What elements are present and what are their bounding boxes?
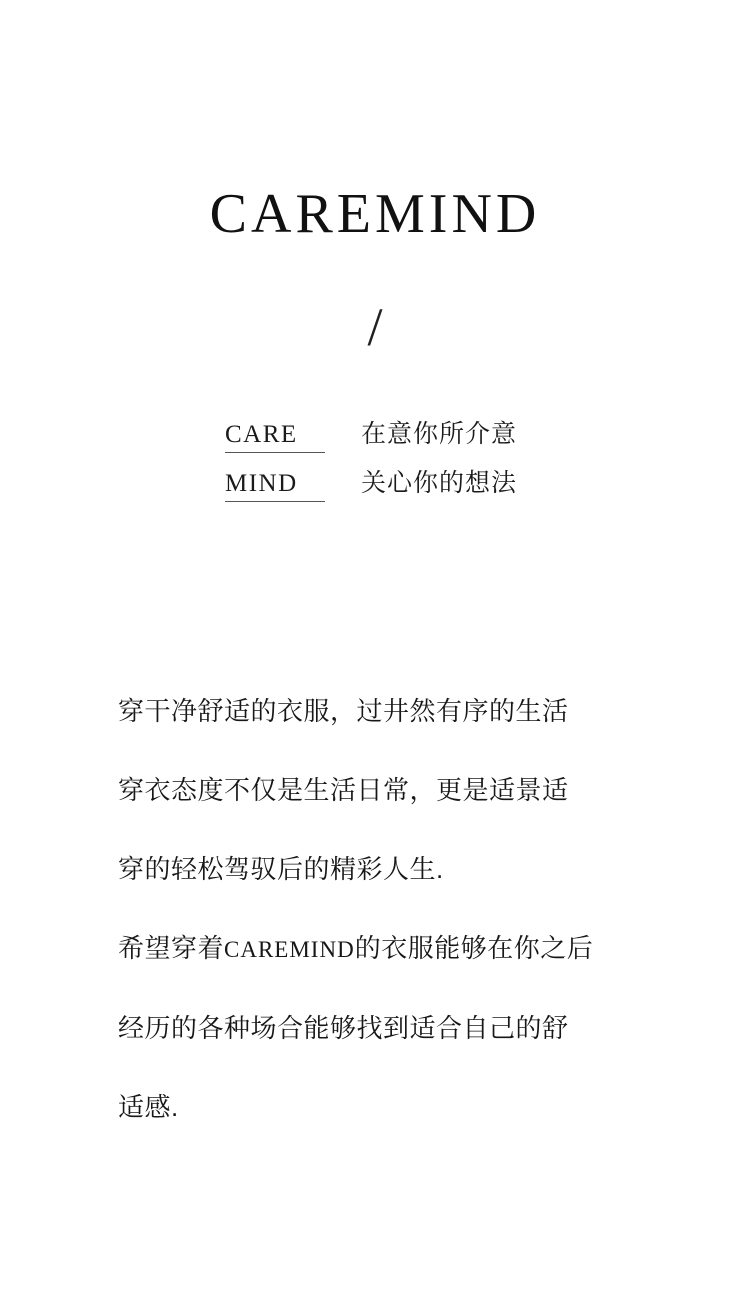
gloss-row <box>225 463 545 502</box>
body-line-3: 穿的轻松驾驭后的精彩人生. <box>118 854 444 884</box>
body-line-5: 经历的各种场合能够找到适合自己的舒 <box>118 1013 569 1043</box>
body-line-1: 穿干净舒适的衣服，过井然有序的生活 <box>118 696 569 726</box>
body-inline-brand: CAREMIND <box>224 937 355 962</box>
body-line-2: 穿衣态度不仅是生活日常，更是适景适 <box>118 775 569 805</box>
body-line-6: 适感. <box>118 1092 179 1122</box>
gloss-term-mind: MIND <box>225 470 325 502</box>
gloss-row <box>225 414 545 453</box>
body-copy <box>118 672 638 1147</box>
gloss-definition-mind: 关心你的想法 <box>361 469 518 497</box>
slash-divider: / <box>367 297 383 357</box>
gloss-term-care: CARE <box>225 421 325 453</box>
body-line-4-prefix: 希望穿着 <box>118 933 225 963</box>
body-line-4 <box>118 909 638 989</box>
brand-wordmark: CAREMIND <box>209 183 541 245</box>
brand-gloss <box>225 414 545 512</box>
body-line-4-suffix: 的衣服能够在你之后 <box>354 933 594 963</box>
gloss-definition-care: 在意你所介意 <box>361 420 518 448</box>
